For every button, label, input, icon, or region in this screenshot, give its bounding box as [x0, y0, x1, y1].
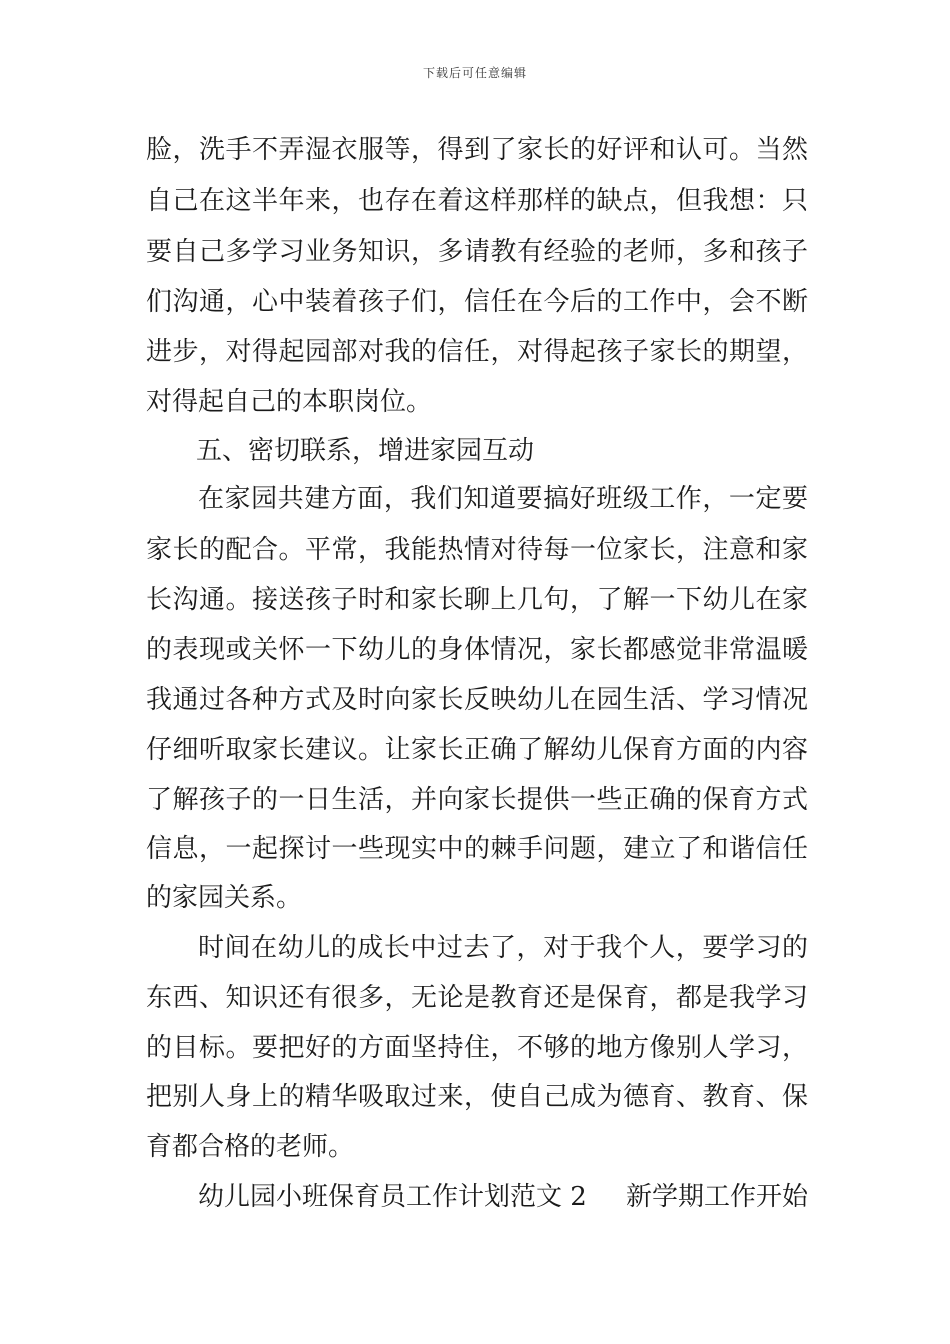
paragraph-line-16: 的家园关系。 [146, 883, 303, 913]
header-note: 下载后可任意编辑 [422, 66, 527, 80]
paragraph-line-10: 长沟通。接送孩子时和家长聊上几句，了解一下幼儿在家 [146, 585, 808, 615]
paragraph-line-20: 把别人身上的精华吸取过来，使自己成为德育、教育、保 [146, 1082, 808, 1112]
next-section-intro: 新学期工作开始 [625, 1182, 808, 1212]
paragraph-line-1: 脸，洗手不弄湿衣服等，得到了家长的好评和认可。当然 [146, 135, 808, 165]
section-heading: 五、密切联系，增进家园互动 [196, 436, 535, 466]
paragraph-line-12: 我通过各种方式及时向家长反映幼儿在园生活、学习情况 [146, 685, 808, 715]
paragraph-line-17: 时间在幼儿的成长中过去了，对于我个人，要学习的 [198, 933, 808, 963]
next-section-title-row [198, 1180, 808, 1214]
paragraph-line-15: 信息，一起探讨一些现实中的棘手问题，建立了和谐信任 [146, 834, 808, 864]
paragraph-line-14: 了解孩子的一日生活，并向家长提供一些正确的保育方式 [146, 785, 808, 815]
paragraph-line-4: 们沟通，心中装着孩子们，信任在今后的工作中，会不断 [146, 287, 808, 317]
paragraph-line-5: 进步，对得起园部对我的信任，对得起孩子家长的期望， [146, 337, 808, 367]
paragraph-line-19: 的目标。要把好的方面坚持住，不够的地方像别人学习， [146, 1033, 808, 1063]
paragraph-line-2: 自己在这半年来，也存在着这样那样的缺点，但我想：只 [146, 186, 808, 216]
paragraph-line-13: 仔细听取家长建议。让家长正确了解幼儿保育方面的内容 [146, 735, 808, 765]
paragraph-line-9: 家长的配合。平常，我能热情对待每一位家长，注意和家 [146, 535, 808, 565]
paragraph-line-18: 东西、知识还有很多，无论是教育还是保育，都是我学习 [146, 983, 808, 1013]
next-section-title: 幼儿园小班保育员工作计划范文 2 [198, 1182, 587, 1212]
paragraph-line-11: 的表现或关怀一下幼儿的身体情况，家长都感觉非常温暖 [146, 635, 808, 665]
paragraph-line-8: 在家园共建方面，我们知道要搞好班级工作，一定要 [198, 484, 808, 514]
paragraph-line-6: 对得起自己的本职岗位。 [146, 387, 433, 417]
paragraph-line-3: 要自己多学习业务知识，多请教有经验的老师，多和孩子 [146, 237, 808, 267]
paragraph-line-21: 育都合格的老师。 [146, 1132, 355, 1162]
